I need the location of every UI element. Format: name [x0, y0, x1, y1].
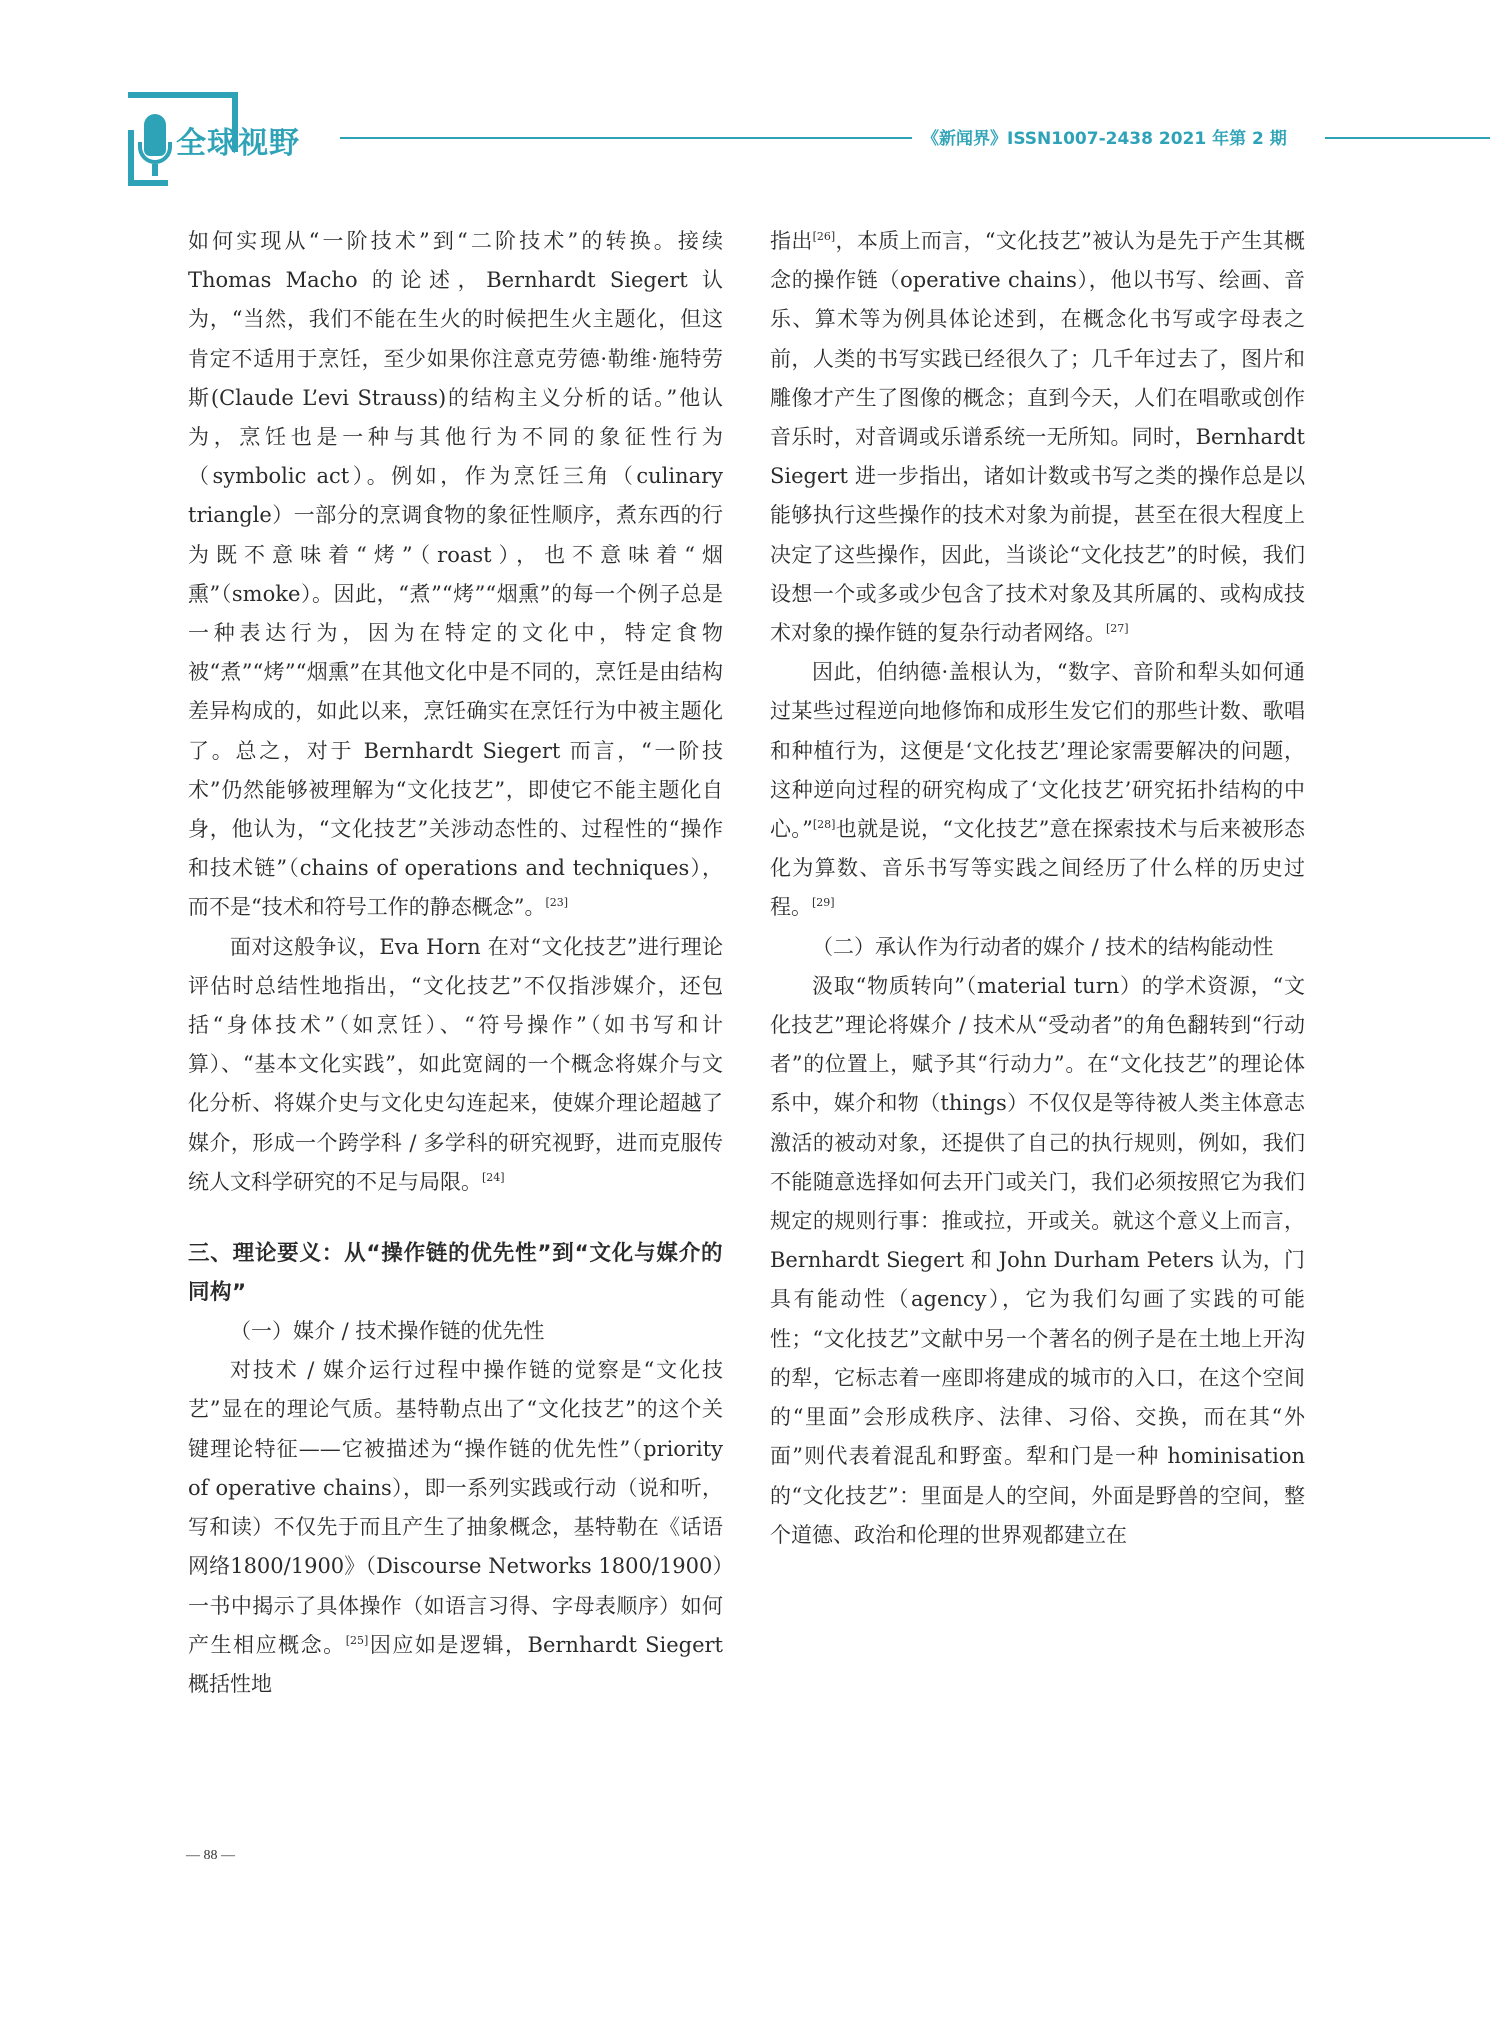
paragraph-text: 如何实现从“一阶技术”到“二阶技术”的转换。接续 Thomas Macho 的论述，Bernhardt Siegert 认为，“当然，我们不能在生火的时候把生火主题化，但这肯定不适用于烹饪，至少如果你注意克劳德·勒维·施特劳斯(Claude L’evi Strauss)的结构主义分析的话。”他认为，烹饪也是一种与其他行为不同的象征性行为（symbolic act）。例如，作为烹饪三角（culinary triangle）一部分的烹调食物的象征性顺序，煮东西的行为既不意味着“烤”（roast），也不意味着“烟熏”（smoke）。因此，“煮”“烤”“烟熏”的每一个例子总是一种表达行为，因为在特定的文化中，特定食物被“煮”“烤”“烟熏”在其他文化中是不同的，烹饪是由结构差异构成的，如此以来，烹饪确实在烹饪行为中被主题化了。总之，对于 Bernhardt Siegert 而言，“一阶技术”仍然能够被理解为“文化技艺”，即使它不能主题化自身，他认为，“文化技艺”关涉动态性的、过程性的“操作和技术链”（chains of operations and techniques），而不是“技术和符号工作的静态概念”。 [188, 229, 723, 920]
section-heading: 三、理论要义：从“操作链的优先性”到“文化与媒介的同构” [188, 1241, 723, 1306]
paragraph-text: 指出 [770, 229, 813, 253]
citation-ref: [29] [812, 896, 835, 910]
paragraph-text: ，本质上而言，“文化技艺”被认为是先于产生其概念的操作链（operative chains），他以书写、绘画、音乐、算术等为例具体论述到，在概念化书写或字母表之前，人类的书写实践已经很久了；几千年过去了，图片和雕像才产生了图像的概念；直到今天，人们在唱歌或创作音乐时，对音调或乐谱系统一无所知。同时，Bernhardt Siegert 进一步指出，诸如计数或书写之类的操作总是以能够执行这些操作的技术对象为前提，甚至在很大程度上决定了这些操作，因此，当谈论“文化技艺”的时候，我们设想一个或多或少包含了技术对象及其所属的、或构成技术对象的操作链的复杂行动者网络。 [770, 229, 1305, 646]
paragraph-text: 面对这般争议，Eva Horn 在对“文化技艺”进行理论评估时总结性地指出，“文化技艺”不仅指涉媒介，还包括“身体技术”（如烹饪）、“符号操作”（如书写和计算）、“基本文化实践”，如此宽阔的一个概念将媒介与文化分析、将媒介史与文化史勾连起来，使媒介理论超越了媒介，形成一个跨学科 / 多学科的研究视野，进而克服传统人文科学研究的不足与局限。 [188, 934, 723, 1194]
microphone-base-icon [152, 164, 158, 176]
paragraph-text: 因应如是逻辑，Bernhardt Siegert 概括性地 [188, 1632, 723, 1696]
header-rule-left [340, 137, 912, 139]
paragraph-text: 对技术 / 媒介运行过程中操作链的觉察是“文化技艺”显在的理论气质。基特勒点出了“文化技艺”的这个关键理论特征——它被描述为“操作链的优先性”（priority of operative chains），即一系列实践或行动（说和听，写和读）不仅先于而且产生了抽象概念，基特勒在《话语网络1800/1900》（Discourse Networks 1800/1900）一书中揭示了具体操作（如语言习得、字母表顺序）如何产生相应概念。 [188, 1358, 723, 1657]
right-column [770, 222, 1305, 1555]
citation-ref: [24] [482, 1170, 505, 1184]
subheading: （二）承认作为行动者的媒介 / 技术的结构能动性 [812, 934, 1274, 959]
paragraph [188, 1351, 723, 1704]
paragraph [770, 967, 1305, 1555]
paragraph-text: 汲取“物质转向”（material turn）的学术资源，“文化技艺”理论将媒介 / 技术从“受动者”的角色翻转到“行动者”的位置上，赋予其“行动力”。在“文化技艺”的理论体系中，媒介和物（things）不仅仅是等待被人类主体意志激活的被动对象，还提供了自己的执行规则，例如，我们不能随意选择如何去开门或关门，我们必须按照它为我们规定的规则行事：推或拉，开或关。就这个意义上而言，Bernhardt Siegert 和 John Durham Peters 认为，门具有能动性（agency），它为我们勾画了实践的可能性；“文化技艺”文献中另一个著名的例子是在土地上开沟的犁，它标志着一座即将建成的城市的入口，在这个空间的“里面”会形成秩序、法律、习俗、交换，而在其“外面”则代表着混乱和野蛮。犁和门是一种 hominisation 的“文化技艺”：里面是人的空间，外面是野兽的空间，整个道德、政治和伦理的世界观都建立在 [770, 973, 1305, 1547]
paragraph [188, 222, 723, 928]
journal-info: 《新闻界》ISSN1007-2438 2021 年第 2 期 [922, 129, 1287, 149]
left-column [188, 222, 723, 1704]
citation-ref: [28] [812, 818, 836, 832]
column-title: 全球视野 [176, 126, 300, 161]
subheading: （一）媒介 / 技术操作链的优先性 [230, 1319, 545, 1344]
page-number: — 88 — [186, 1848, 235, 1863]
paragraph-text: 因此，伯纳德·盖根认为，“数字、音阶和犁头如何通过某些过程逆向地修饰和成形生发它们的那些计数、歌唱和种植行为，这便是‘文化技艺’理论家需要解决的问题，这种逆向过程的研究构成了‘文化技艺’研究拓扑结构的中心。” [770, 660, 1305, 842]
paragraph [770, 222, 1305, 653]
citation-ref: [25] [345, 1633, 369, 1647]
citation-ref: [27] [1106, 622, 1129, 636]
header-rule-right [1325, 137, 1490, 139]
paragraph [188, 928, 723, 1202]
paragraph [770, 653, 1305, 927]
citation-ref: [26] [812, 230, 836, 243]
citation-ref: [23] [545, 896, 569, 910]
paragraph-text: 也就是说，“文化技艺”意在探索技术与后来被形态化为算数、音乐书写等实践之间经历了什么样的历史过程。 [770, 817, 1305, 920]
